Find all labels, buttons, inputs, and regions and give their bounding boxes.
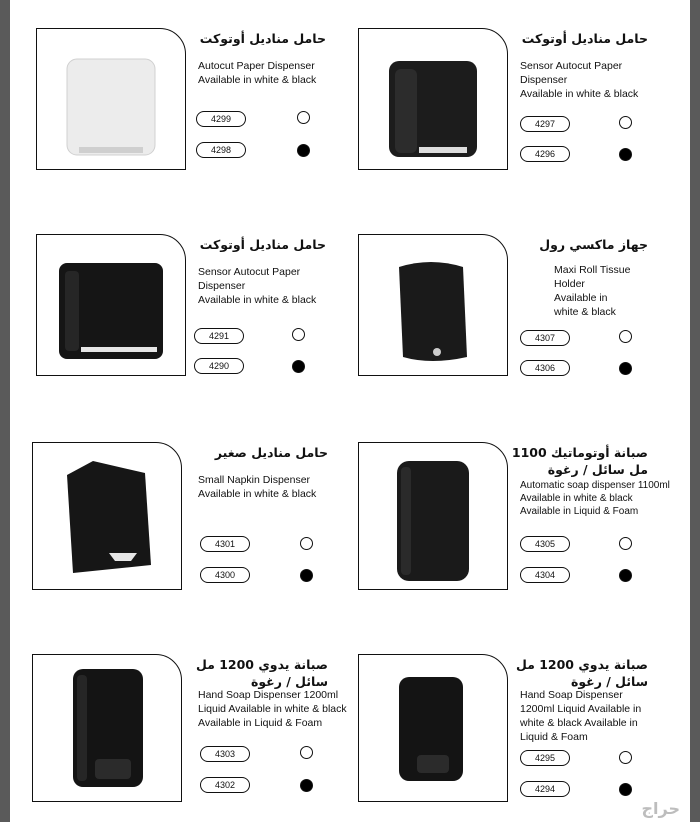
product-card-4299 <box>36 28 356 188</box>
product-image-frame <box>358 654 508 802</box>
product-code-black: 4298 <box>196 142 246 158</box>
color-swatch-black <box>297 144 310 157</box>
color-swatch-black <box>292 360 305 373</box>
paper-dispenser-white-icon <box>37 29 185 169</box>
color-swatch-white <box>619 116 632 129</box>
product-image-frame <box>358 28 508 170</box>
auto-soap-dispenser-icon <box>359 443 507 589</box>
catalog-page <box>10 0 690 822</box>
product-desc-en: Sensor Autocut Paper Dispenser Available in white & black <box>198 266 317 306</box>
product-desc-en: Automatic soap dispenser 1100ml Available in white & black Available in Liquid & Foam <box>520 480 670 517</box>
product-title-ar: حامل مناديل صغير <box>214 445 328 460</box>
product-desc-en: Hand Soap Dispenser 1200ml Liquid Available in white & black Available in Liquid & Foam <box>198 689 347 729</box>
product-title-ar: صبانة يدوي 1200 مل سائل / رغوة <box>515 657 648 689</box>
product-card-4301 <box>32 442 352 602</box>
napkin-dispenser-icon <box>33 443 181 589</box>
product-title-ar: حامل مناديل أوتوكت <box>199 31 326 46</box>
product-code-white: 4301 <box>200 536 250 552</box>
product-card-4295 <box>358 654 678 814</box>
product-code-black: 4300 <box>200 567 250 583</box>
product-image-frame <box>32 442 182 590</box>
product-image-frame <box>358 234 508 376</box>
product-card-4297 <box>358 28 678 188</box>
product-code-white: 4297 <box>520 116 570 132</box>
product-title-ar: حامل مناديل أوتوكت <box>199 237 326 252</box>
product-card-4305 <box>358 442 678 602</box>
product-code-white: 4305 <box>520 536 570 552</box>
color-swatch-black <box>300 779 313 792</box>
product-desc-en: Autocut Paper Dispenser Available in white & black <box>198 60 317 86</box>
color-swatch-white <box>292 328 305 341</box>
product-code-white: 4307 <box>520 330 570 346</box>
product-image-frame <box>32 654 182 802</box>
product-code-black: 4290 <box>194 358 244 374</box>
color-swatch-white <box>619 751 632 764</box>
maxi-roll-holder-icon <box>359 235 507 375</box>
product-title-ar: حامل مناديل أوتوكت <box>521 31 648 46</box>
product-code-black: 4294 <box>520 781 570 797</box>
product-desc-en: Hand Soap Dispenser 1200ml Liquid Available in white & black Available in Liquid & Foam <box>520 689 642 743</box>
paper-dispenser-black-icon <box>359 29 507 169</box>
hand-soap-dispenser-icon <box>33 655 181 801</box>
product-card-4303 <box>32 654 352 814</box>
color-swatch-black <box>619 148 632 161</box>
product-code-black: 4302 <box>200 777 250 793</box>
hand-soap-dispenser-small-icon <box>359 655 507 801</box>
product-code-white: 4303 <box>200 746 250 762</box>
color-swatch-black <box>619 569 632 582</box>
product-code-white: 4291 <box>194 328 244 344</box>
color-swatch-black <box>619 362 632 375</box>
product-code-black: 4304 <box>520 567 570 583</box>
product-title-ar: جهاز ماكسي رول <box>539 237 648 252</box>
product-code-white: 4299 <box>196 111 246 127</box>
color-swatch-white <box>300 746 313 759</box>
product-desc-en: Maxi Roll Tissue Holder Available in white & black <box>554 264 631 318</box>
color-swatch-white <box>619 537 632 550</box>
product-code-white: 4295 <box>520 750 570 766</box>
product-title-ar: صبانة أوتوماتيك 1100 مل سائل / رغوة <box>511 445 648 477</box>
product-card-4291 <box>36 234 356 394</box>
product-image-frame <box>358 442 508 590</box>
color-swatch-white <box>619 330 632 343</box>
color-swatch-black <box>619 783 632 796</box>
color-swatch-black <box>300 569 313 582</box>
product-desc-en: Sensor Autocut Paper Dispenser Available in white & black <box>520 60 639 100</box>
product-card-4307 <box>358 234 678 394</box>
product-code-black: 4306 <box>520 360 570 376</box>
product-image-frame <box>36 28 186 170</box>
watermark-logo: حراج <box>641 799 680 818</box>
sensor-dispenser-black-icon <box>37 235 185 375</box>
color-swatch-white <box>300 537 313 550</box>
product-image-frame <box>36 234 186 376</box>
product-code-black: 4296 <box>520 146 570 162</box>
product-desc-en: Small Napkin Dispenser Available in white & black <box>198 474 317 500</box>
color-swatch-white <box>297 111 310 124</box>
product-title-ar: صبانة يدوي 1200 مل سائل / رغوة <box>195 657 328 689</box>
